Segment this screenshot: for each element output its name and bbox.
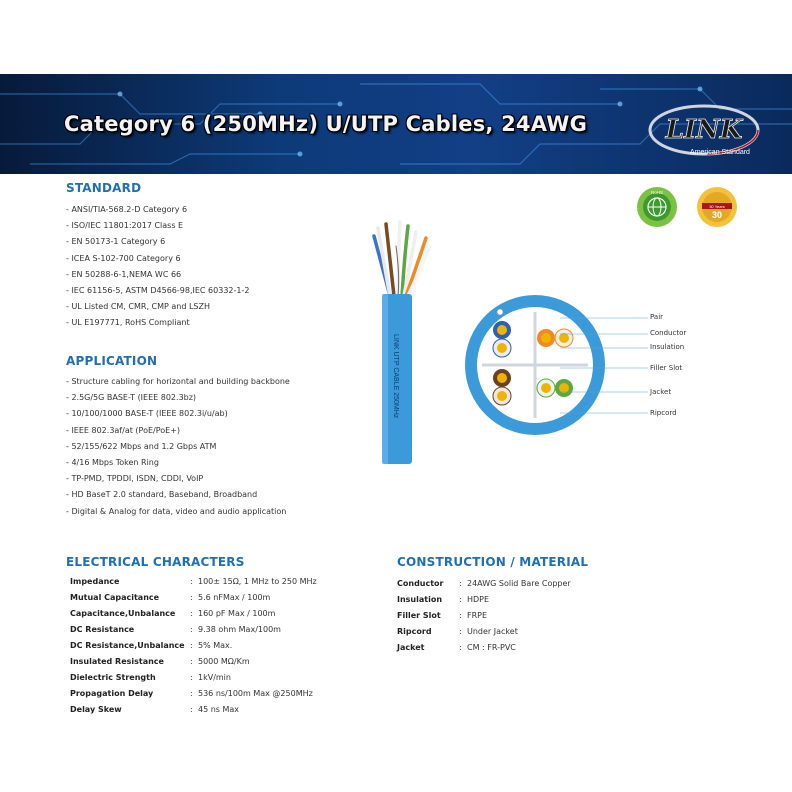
label-conductor: Conductor [650, 329, 687, 337]
spec-value: HDPE [467, 595, 490, 604]
spec-row [397, 576, 571, 592]
svg-text:LINK UTP CABLE 250MHz: LINK UTP CABLE 250MHz [392, 334, 399, 419]
list-item: - IEC 61156-5, ASTM D4566-98,IEC 60332-1-2 [66, 283, 249, 299]
list-item: - UL Listed CM, CMR, CMP and LSZH [66, 299, 249, 315]
spec-value: FRPE [467, 611, 488, 620]
spec-row [70, 622, 317, 638]
spec-separator: : [190, 657, 193, 666]
spec-row [70, 670, 317, 686]
spec-key: Insulated Resistance [70, 657, 164, 666]
leader-lines [560, 310, 650, 420]
svg-text:30 Years: 30 Years [709, 203, 725, 209]
spec-key: Dielectric Strength [70, 673, 156, 682]
list-item: - TP-PMD, TPDDI, ISDN, CDDI, VoIP [66, 471, 290, 487]
link-logo [646, 102, 762, 160]
page-title: Category 6 (250MHz) U/UTP Cables, 24AWG [64, 112, 588, 136]
spec-value: 24AWG Solid Bare Copper [467, 579, 571, 588]
label-ripcord: Ripcord [650, 409, 677, 417]
spec-separator: : [459, 643, 462, 652]
spec-key: Filler Slot [397, 611, 441, 620]
spec-separator: : [459, 579, 462, 588]
label-pair: Pair [650, 313, 664, 321]
spec-row [397, 624, 571, 640]
spec-row [70, 574, 317, 590]
svg-text:RoHS: RoHS [650, 190, 664, 195]
spec-key: DC Resistance [70, 625, 135, 634]
spec-separator: : [190, 705, 193, 714]
spec-value: 5000 MΩ/Km [198, 657, 250, 666]
spec-value: 9.38 ohm Max/100m [198, 625, 281, 634]
list-item: - 4/16 Mbps Token Ring [66, 455, 290, 471]
spec-row [397, 592, 571, 608]
svg-text:American Standard: American Standard [690, 149, 750, 156]
spec-row [70, 686, 317, 702]
spec-value: 160 pF Max / 100m [198, 609, 276, 618]
spec-key: Impedance [70, 577, 120, 586]
spec-key: Capacitance,Unbalance [70, 609, 176, 618]
cable-illustration [360, 216, 440, 466]
spec-key: Conductor [397, 579, 444, 588]
spec-value: 536 ns/100m Max @250MHz [198, 689, 313, 698]
spec-separator: : [459, 595, 462, 604]
spec-value: 100± 15Ω, 1 MHz to 250 MHz [198, 577, 317, 586]
list-item: - ANSI/TIA-568.2-D Category 6 [66, 202, 249, 218]
spec-separator: : [190, 689, 193, 698]
spec-row [70, 590, 317, 606]
spec-row [397, 640, 571, 656]
spec-value: 45 ns Max [198, 705, 240, 714]
spec-separator: : [459, 627, 462, 636]
spec-row [70, 606, 317, 622]
list-item: - 10/100/1000 BASE-T (IEEE 802.3i/u/ab) [66, 406, 290, 422]
electrical-table [70, 574, 317, 718]
warranty-badge [696, 186, 738, 228]
list-item: - EN 50173-1 Category 6 [66, 234, 249, 250]
spec-separator: : [190, 609, 193, 618]
list-item: - 2.5G/5G BASE-T (IEEE 802.3bz) [66, 390, 290, 406]
electrical-title: ELECTRICAL CHARACTERS [66, 555, 245, 569]
spec-row [70, 654, 317, 670]
spec-key: Delay Skew [70, 705, 122, 714]
svg-text:30: 30 [711, 210, 723, 220]
spec-value: Under Jacket [467, 627, 518, 636]
spec-key: Insulation [397, 595, 443, 604]
list-item: - HD BaseT 2.0 standard, Baseband, Broadband [66, 487, 290, 503]
spec-separator: : [190, 625, 193, 634]
spec-key: Mutual Capacitance [70, 593, 160, 602]
list-item: - ISO/IEC 11801:2017 Class E [66, 218, 249, 234]
spec-value: 1kV/min [198, 673, 231, 682]
spec-value: CM : FR-PVC [467, 643, 516, 652]
label-jacket: Jacket [650, 388, 672, 396]
list-item: - 52/155/622 Mbps and 1.2 Gbps ATM [66, 439, 290, 455]
list-item: - ICEA S-102-700 Category 6 [66, 251, 249, 267]
spec-key: Jacket [397, 643, 425, 652]
spec-separator: : [190, 673, 193, 682]
spec-separator: : [459, 611, 462, 620]
label-insulation: Insulation [650, 343, 685, 351]
spec-separator: : [190, 593, 193, 602]
list-item: - EN 50288-6-1,NEMA WC 66 [66, 267, 249, 283]
spec-key: Ripcord [397, 627, 432, 636]
construction-title: CONSTRUCTION / MATERIAL [397, 555, 589, 569]
list-item: - UL E197771, RoHS Compliant [66, 315, 249, 331]
spec-key: DC Resistance,Unbalance [70, 641, 185, 650]
spec-separator: : [190, 641, 193, 650]
list-item: - Digital & Analog for data, video and audio application [66, 504, 290, 520]
rohs-badge [636, 186, 678, 228]
standard-title: STANDARD [66, 181, 142, 195]
label-filler-slot: Filler Slot [650, 364, 683, 372]
list-item: - Structure cabling for horizontal and building backbone [66, 374, 290, 390]
spec-row [397, 608, 571, 624]
spec-value: 5% Max. [198, 641, 233, 650]
application-title: APPLICATION [66, 354, 158, 368]
construction-table [397, 576, 571, 656]
spec-row [70, 702, 317, 718]
spec-row [70, 638, 317, 654]
spec-key: Propagation Delay [70, 689, 154, 698]
list-item: - IEEE 802.3af/at (PoE/PoE+) [66, 423, 290, 439]
standard-list [66, 202, 249, 332]
spec-value: 5.6 nFMax / 100m [198, 593, 271, 602]
svg-text:LINK: LINK [665, 115, 743, 145]
spec-separator: : [190, 577, 193, 586]
application-list [66, 374, 290, 520]
